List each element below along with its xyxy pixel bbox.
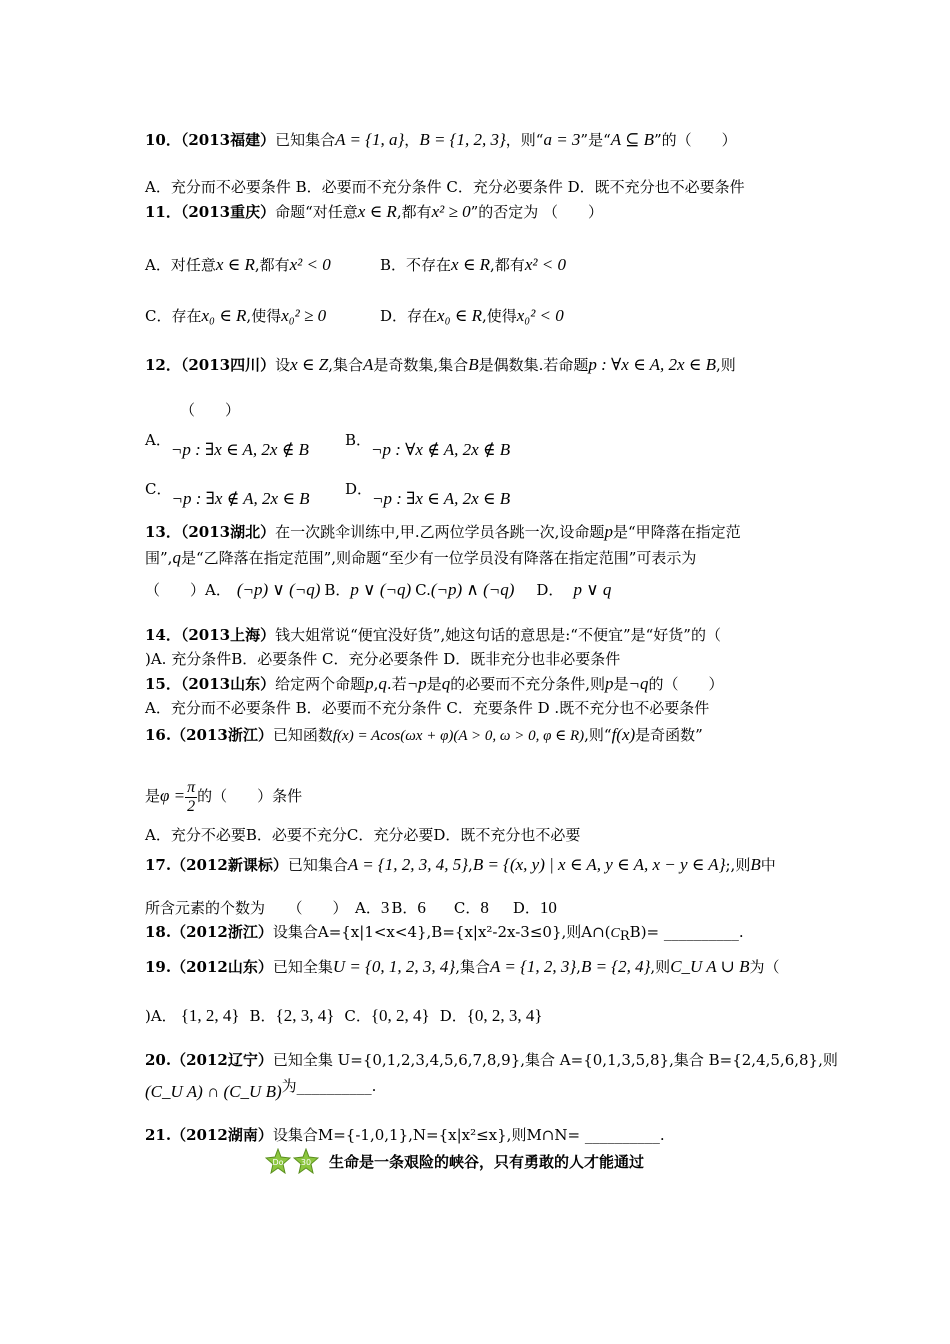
option-value: 10 — [539, 898, 557, 917]
q17-text: 已知集合 — [287, 856, 348, 874]
q12-text: 是奇数集,集合 — [373, 356, 469, 374]
q10-set-a: A = {1, a} — [335, 130, 405, 149]
q19-math: C_U A ∪ B — [670, 957, 750, 976]
option-label: C． — [145, 480, 172, 498]
option-label: C． — [453, 899, 481, 917]
q16-line2 — [145, 778, 302, 816]
q13-line1 — [145, 522, 741, 542]
q12-option-a — [145, 430, 309, 459]
option-math: x₀² ≥ 0 — [281, 306, 327, 325]
q17-text: ;,则 — [725, 856, 751, 874]
option-label: B． — [249, 1007, 276, 1025]
option-label: B． — [324, 581, 351, 599]
option-label: D． — [345, 480, 373, 498]
q12-option-d — [345, 479, 511, 508]
option-math: x₀² < 0 — [516, 306, 564, 325]
option-label: D． — [512, 899, 540, 917]
q16-fraction — [185, 779, 197, 816]
option-label: D．存在 — [380, 307, 438, 325]
q16-line1 — [145, 725, 703, 746]
q14-number: 14．（2013上海） — [145, 626, 276, 644]
q17-math: B — [750, 855, 761, 874]
q19-set-a: A = {1, 2, 3} — [490, 957, 577, 976]
q13-text: 在一次跳伞训练中,甲.乙两位学员各跳一次,设命题 — [275, 523, 605, 541]
q16-function: f(x) = Acos(ωx + φ)(A > 0, ω > 0, φ ∈ R) — [332, 728, 585, 744]
q19-text: 已知全集 — [272, 958, 333, 976]
q10-condition: a = 3 — [543, 130, 581, 149]
q16-text: 已知函数 — [272, 726, 333, 744]
q19-set-b: B = {2, 4} — [580, 957, 651, 976]
option-label: C． — [344, 1007, 371, 1025]
q21-number: 21.（2012湖南） — [145, 1126, 273, 1144]
q20-text: 已知全集 U={0,1,2,3,4,5,6,7,8,9},集合 A={0,1,3,5,8},集合 B={2,4,5,6,8},则 — [272, 1051, 838, 1069]
q11-option-a — [145, 255, 331, 275]
q12-math: A — [363, 355, 374, 374]
q21-text: 设集合M={-1,0,1},N={x|x²≤x},则M∩N= __________. — [272, 1126, 665, 1144]
q13-text: 是“乙降落在指定范围”,则命题“至少有一位学员没有降落在指定范围”可表示为 — [180, 549, 697, 567]
q19-text: ,集合 — [455, 958, 491, 976]
q19-text: )A． — [145, 1007, 177, 1025]
q13-options — [145, 580, 611, 600]
q19-text: 为（ — [749, 958, 780, 976]
q15-math: q — [441, 674, 451, 693]
q12-option-c — [145, 479, 310, 508]
q16-text: 是 — [145, 787, 161, 805]
q20-text: 为__________. — [281, 1077, 377, 1095]
q12-text: 是偶数集.若命题 — [478, 356, 589, 374]
q17-text: 所含元素的个数为 （ ） A． — [145, 899, 381, 917]
q19-options — [145, 1006, 543, 1026]
q12-blank: （ ） — [180, 401, 241, 419]
q16-number: 16.（2013浙江） — [145, 726, 273, 744]
q14-line2: )A. 充分条件B．必要条件 C．充分必要条件 D．既非充分也非必要条件 — [145, 650, 621, 668]
q15-math: p — [604, 674, 614, 693]
option-label: B．不存在 — [380, 256, 452, 274]
option-math: ¬p : ∃x ∈ A, 2x ∈ B — [372, 489, 511, 508]
option-label: B． — [391, 899, 418, 917]
q18-complement: C — [610, 926, 620, 941]
option-label: D． — [536, 581, 564, 599]
q15-math: q — [378, 674, 387, 693]
q12-text: 设 — [275, 356, 291, 374]
star-logo-icon — [293, 1148, 319, 1174]
q13-number: 13．（2013湖北） — [145, 523, 276, 541]
logo-text: Do — [272, 1158, 284, 1167]
q20-line1 — [145, 1050, 838, 1070]
q11-text: ”的否定为 （ ） — [470, 203, 604, 221]
option-math: (¬p) ∨ (¬q) — [236, 580, 321, 599]
q15-text: , — [373, 675, 379, 693]
q18-text: 设集合A={x|1<x<4},B={x|x²-2x-3≤0},则A∩( — [272, 923, 611, 941]
option-value: 3 — [380, 898, 390, 917]
q10-options: A．充分而不必要条件 B．必要而不充分条件 C．充分必要条件 D．既不充分也不必要条件 — [145, 178, 745, 196]
q17-line2 — [145, 898, 557, 918]
q11-text: 命题“对任意 — [275, 203, 358, 221]
option-label: C. — [415, 581, 431, 599]
q15-line1 — [145, 674, 724, 694]
option-text: ,使得 — [246, 307, 282, 325]
option-math: {1, 2, 4} — [180, 1006, 240, 1025]
option-math: x ∈ R — [451, 255, 491, 274]
q12-text: ,则 — [716, 356, 736, 374]
q17-line1 — [145, 855, 776, 875]
q16-math: φ = — [160, 786, 186, 805]
q15-text: 的必要而不充分条件,则 — [450, 675, 605, 693]
option-value: 6 — [417, 898, 426, 917]
q11-option-d — [380, 306, 564, 326]
q19-universal-set: U = {0, 1, 2, 3, 4} — [332, 957, 456, 976]
fraction-denominator: 2 — [187, 797, 196, 815]
q16-text: 是奇函数” — [635, 726, 703, 744]
q19-text: ,则 — [650, 958, 671, 976]
option-math: p ∨ (¬q) — [350, 580, 412, 599]
option-label: D． — [439, 1007, 467, 1025]
q13-text: 围”, — [145, 549, 173, 567]
q17-text: 中 — [760, 856, 776, 874]
q19-line1 — [145, 957, 779, 977]
q10-number: 10．（2013福建） — [145, 131, 276, 149]
q18-number: 18.（2012浙江） — [145, 923, 273, 941]
q15-text: .若 — [386, 675, 407, 693]
option-value: 8 — [480, 898, 489, 917]
q12-text: ,集合 — [328, 356, 364, 374]
option-math: x ∈ R — [215, 255, 255, 274]
footer-motto: 生命是一条艰险的峡谷，只有勇敢的人才能通过 — [329, 1152, 645, 1171]
option-math: ¬p : ∃x ∉ A, 2x ∈ B — [171, 489, 310, 508]
q11-option-b — [380, 255, 566, 275]
option-text: ,都有 — [490, 256, 525, 274]
option-math: {0, 2, 3, 4} — [466, 1006, 543, 1025]
q15-text: 是 — [613, 675, 629, 693]
q13-text: 是“甲降落在指定范 — [612, 523, 741, 541]
footer — [265, 1148, 644, 1174]
q15-math: ¬q — [628, 674, 649, 693]
q17-number: 17.（2012新课标） — [145, 856, 288, 874]
option-math: p ∨ q — [573, 580, 612, 599]
q20-math: (C_U A) ∩ (C_U B) — [145, 1082, 282, 1101]
q12-option-b — [345, 430, 511, 459]
q16-math: f(x) — [611, 725, 636, 744]
q16-text: ,则“ — [584, 726, 612, 744]
fraction-numerator: π — [187, 778, 196, 796]
q20-number: 20.（2012辽宁） — [145, 1051, 273, 1069]
q17-set-a: A = {1, 2, 3, 4, 5} — [347, 855, 469, 874]
option-math: ¬p : ∃x ∈ A, 2x ∉ B — [170, 440, 309, 459]
q10-text: ”的（ ） — [653, 131, 737, 149]
q13-math: p — [604, 522, 613, 541]
option-math: ¬p : ∀x ∉ A, 2x ∉ B — [371, 440, 511, 459]
option-math: x₀ ∈ R — [437, 306, 482, 325]
option-label: C．存在 — [145, 307, 202, 325]
q10-text: 已知集合 — [275, 131, 336, 149]
q15-text: 给定两个命题 — [275, 675, 366, 693]
q15-math: p — [365, 674, 374, 693]
q10-line1 — [145, 130, 737, 150]
q13-math: q — [172, 548, 181, 567]
q11-option-c — [145, 306, 326, 326]
q16-options: A．充分不必要B．必要不充分C．充分必要D．既不充分也不必要 — [145, 826, 581, 844]
option-math: (¬p) ∧ (¬q) — [430, 580, 515, 599]
q12-number: 12．（2013四川） — [145, 356, 276, 374]
q15-math: ¬p — [406, 674, 427, 693]
q13-line2 — [145, 548, 696, 568]
q19-number: 19.（2012山东） — [145, 958, 273, 976]
q17-set-b: B = {(x, y) | x ∈ A, y ∈ A, x − y ∈ A} — [472, 855, 726, 874]
q16-text: 的（ ）条件 — [197, 787, 303, 805]
q15-text: 的（ ） — [648, 675, 724, 693]
q19-text: , — [576, 958, 581, 976]
q10-subset: A ⊆ B — [610, 130, 654, 149]
star-logo-icon — [265, 1148, 291, 1174]
option-math: x² < 0 — [524, 255, 566, 274]
q10-text: ， — [404, 131, 420, 149]
option-text: ,都有 — [254, 256, 290, 274]
q21-line — [145, 1125, 665, 1145]
q15-number: 15．（2013山东） — [145, 675, 276, 693]
q12-line1 — [145, 355, 736, 375]
q11-number: 11．（2013重庆） — [145, 203, 276, 221]
option-math: {0, 2, 4} — [370, 1006, 430, 1025]
q14-line1 — [145, 625, 721, 645]
q11-math: x ∈ R — [357, 202, 397, 221]
q20-line2 — [145, 1077, 377, 1102]
q11-line1 — [145, 202, 603, 222]
q12-math: B — [468, 355, 479, 374]
option-label: B． — [345, 431, 372, 449]
q11-math: x² ≥ 0 — [431, 202, 471, 221]
logo-text: 30 — [300, 1158, 312, 1167]
q18-subscript: R — [619, 929, 630, 944]
option-label: A．对任意 — [145, 256, 216, 274]
q15-text: 是 — [426, 675, 442, 693]
q12-proposition: p : ∀x ∈ A, 2x ∈ B — [588, 355, 717, 374]
q10-text: ，则“ — [505, 131, 544, 149]
q11-text: ,都有 — [396, 203, 432, 221]
option-math: {2, 3, 4} — [275, 1006, 335, 1025]
option-math: x² < 0 — [289, 255, 331, 274]
q18-line — [145, 922, 744, 944]
q10-text: ”是“ — [580, 131, 611, 149]
q10-set-b: B = {1, 2, 3} — [419, 130, 506, 149]
q18-text: B)= __________. — [629, 923, 744, 941]
option-label: A． — [145, 431, 171, 449]
q15-options: A．充分而不必要条件 B．必要而不充分条件 C．充要条件 D .既不充分也不必要条件 — [145, 699, 710, 717]
q13-text: （ ）A． — [145, 581, 231, 599]
option-text: ,使得 — [481, 307, 517, 325]
q14-text: 钱大姐常说“便宜没好货”,她这句话的意思是:“不便宜”是“好货”的（ — [275, 626, 721, 644]
q12-math: x ∈ Z — [290, 355, 329, 374]
q17-text: , — [468, 856, 473, 874]
option-math: x₀ ∈ R — [201, 306, 247, 325]
